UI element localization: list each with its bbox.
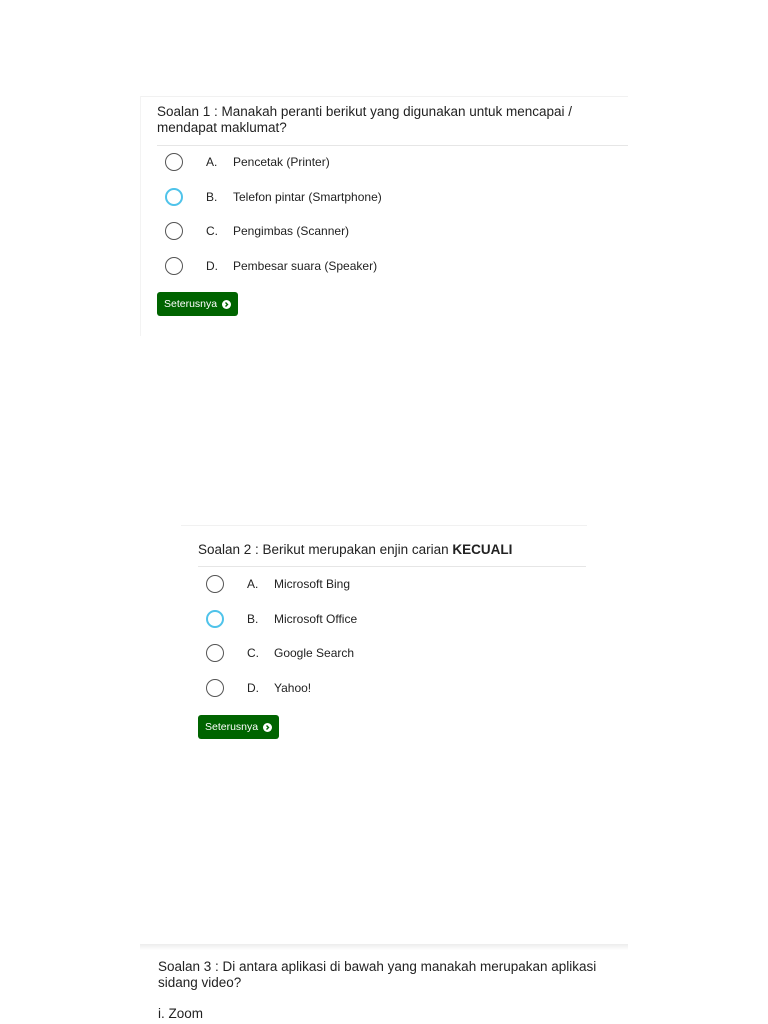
option-letter: B. [206,189,218,204]
option-text: Microsoft Office [274,611,358,626]
option-text: Pencetak (Printer) [233,155,330,170]
question-card-1 [140,96,628,336]
option-text: Yahoo! [274,680,312,695]
next-button[interactable] [198,715,279,739]
radio-button[interactable] [165,257,183,275]
option-d[interactable] [206,671,566,706]
option-b[interactable] [206,602,566,637]
option-letter: A. [247,577,259,592]
card-top-border [181,525,587,526]
options-list [206,567,566,705]
question-title-text: Soalan 2 : Berikut merupakan enjin carian [198,542,453,557]
option-letter: A. [206,155,218,170]
option-text: Telefon pintar (Smartphone) [233,189,382,204]
question-title-emphasis: KECUALI [452,542,513,557]
question-card-2 [181,525,587,745]
option-text: Microsoft Bing [274,577,351,592]
option-letter: D. [247,680,259,695]
card-left-border [140,96,141,336]
question-title: Soalan 1 : Manakah peranti berikut yang digunakan untuk mencapai / mendapat maklumat? [157,104,573,135]
question-title: Soalan 3 : Di antara aplikasi di bawah yang manakah merupakan aplikasi sidang video? [158,959,597,990]
radio-button[interactable] [206,610,224,628]
option-b[interactable] [165,180,605,215]
radio-button[interactable] [206,679,224,697]
option-letter: B. [247,611,259,626]
question-title [198,542,583,558]
radio-button[interactable] [165,153,183,171]
radio-button[interactable] [206,575,224,593]
options-list [165,145,605,283]
radio-button[interactable] [206,644,224,662]
option-a[interactable] [165,145,605,180]
option-text: Pengimbas (Scanner) [233,224,350,239]
answer-item: i. Zoom [158,1006,204,1021]
option-letter: C. [206,224,218,239]
card-top-border [140,96,628,97]
question-card-3 [140,950,628,1024]
next-button-label: Seterusnya [205,721,259,733]
option-d[interactable] [165,249,605,284]
option-text: Google Search [274,646,355,661]
option-letter: D. [206,258,218,273]
option-text: Pembesar suara (Speaker) [233,258,378,273]
radio-button[interactable] [165,188,183,206]
option-c[interactable] [165,214,605,249]
option-c[interactable] [206,636,566,671]
next-button[interactable] [157,292,238,316]
next-button-label: Seterusnya [164,298,218,310]
option-a[interactable] [206,567,566,602]
radio-button[interactable] [165,222,183,240]
option-letter: C. [247,646,259,661]
chevron-circle-right-icon [263,723,272,732]
chevron-circle-right-icon [222,300,231,309]
